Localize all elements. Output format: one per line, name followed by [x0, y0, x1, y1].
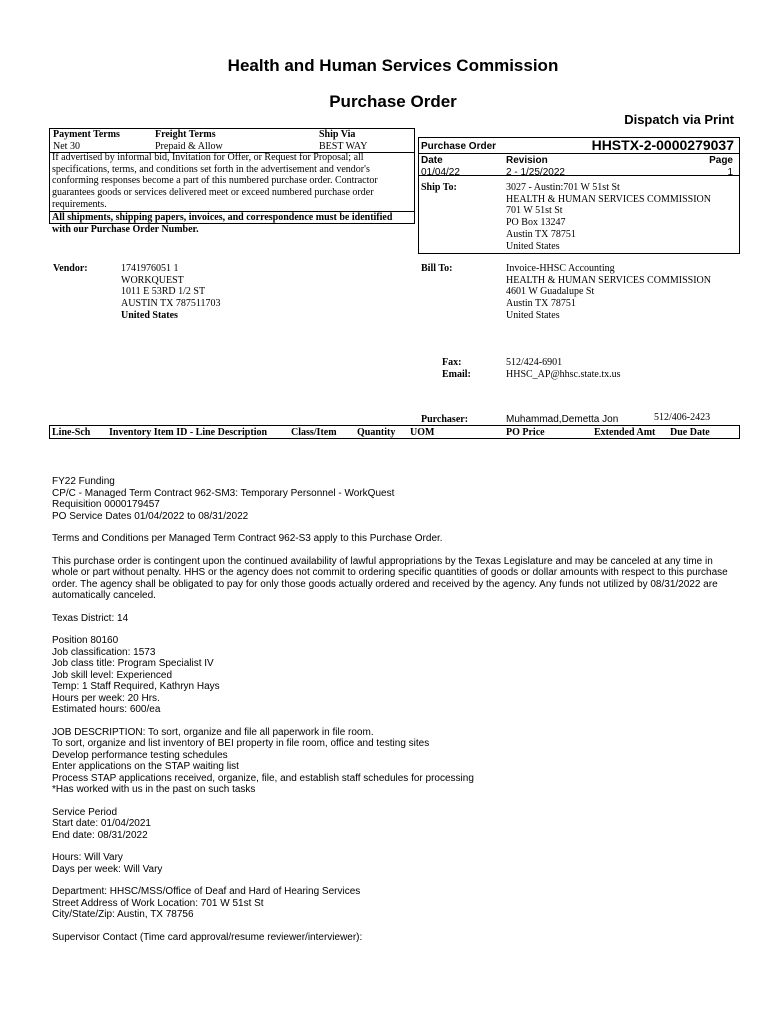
texas-district: Texas District: 14 — [52, 612, 129, 624]
hours-line: Hours: Will Vary — [52, 852, 123, 863]
service-period-line: Start date: 01/04/2021 — [52, 818, 151, 829]
date-value: 01/04/22 — [421, 167, 460, 178]
funding-line: PO Service Dates 01/04/2022 to 08/31/2022 — [52, 510, 249, 522]
purchaser-name: Muhammad,Demetta Jon — [506, 414, 619, 425]
funding-line: FY22 Funding — [52, 476, 115, 487]
service-period-line: Service Period — [52, 806, 118, 818]
page-label: Page — [709, 155, 733, 166]
position-line: Hours per week: 20 Hrs. — [52, 692, 160, 704]
department-line: City/State/Zip: Austin, TX 78756 — [52, 909, 194, 920]
purchaser-label: Purchaser: — [421, 414, 469, 425]
payment-terms-label: Payment Terms — [53, 129, 120, 140]
email-value: HHSC_AP@hhsc.state.tx.us — [506, 369, 621, 380]
ship-to-label: Ship To: — [421, 182, 457, 193]
vendor-line: United States — [121, 309, 178, 321]
col-item-description: Inventory Item ID - Line Description — [109, 427, 268, 438]
vendor-label: Vendor: — [53, 263, 88, 274]
vendor-line: AUSTIN TX 787511703 — [121, 298, 221, 310]
revision-label: Revision — [506, 155, 548, 166]
job-description-line: To sort, organize and list inventory of BEI property in file room, office and testing sites — [52, 738, 430, 749]
bill-to-line: HEALTH & HUMAN SERVICES COMMISSION — [506, 274, 711, 286]
position-line: Job skill level: Experienced — [52, 669, 173, 681]
col-extended-amt: Extended Amt — [594, 427, 656, 438]
freight-terms-label: Freight Terms — [155, 129, 216, 140]
vendor-line: WORKQUEST — [121, 274, 184, 286]
department-line: Department: HHSC/MSS/Office of Deaf and Hard of Hearing Services — [52, 886, 361, 897]
fax-value: 512/424-6901 — [506, 357, 563, 368]
dispatch-method: Dispatch via Print — [624, 112, 734, 127]
ship-to-line: HEALTH & HUMAN SERVICES COMMISSION — [506, 193, 711, 205]
ship-to-line: 3027 - Austin:701 W 51st St — [506, 182, 620, 193]
position-line: Temp: 1 Staff Required, Kathryn Hays — [52, 681, 220, 692]
hours-line: Days per week: Will Vary — [52, 863, 163, 875]
fax-label: Fax: — [442, 357, 462, 368]
vendor-line: 1011 E 53RD 1/2 ST — [121, 286, 206, 298]
col-class-item: Class/Item — [291, 427, 337, 438]
funding-line: Requisition 0000179457 — [52, 499, 160, 510]
bill-to-line: Austin TX 78751 — [506, 298, 576, 310]
email-label: Email: — [442, 369, 471, 380]
job-description-line: Enter applications on the STAP waiting list — [52, 761, 239, 772]
ship-to-line: 701 W 51st St — [506, 205, 563, 217]
ship-via-value: BEST WAY — [319, 141, 368, 152]
ship-to-line: Austin TX 78751 — [506, 228, 576, 240]
job-description-line: JOB DESCRIPTION: To sort, organize and file all paperwork in file room. — [52, 726, 374, 738]
job-description-line: Process STAP applications received, organize, file, and establish staff schedules for processing — [52, 772, 474, 784]
col-line-sch: Line-Sch — [52, 427, 91, 438]
ship-to-line: PO Box 13247 — [506, 217, 566, 229]
ship-to-address — [506, 182, 711, 252]
bill-to-label: Bill To: — [421, 263, 453, 274]
revision-value: 2 - 1/25/2022 — [506, 167, 565, 178]
purchase-order-label: Purchase Order — [421, 141, 497, 152]
bill-to-line: United States — [506, 309, 560, 321]
advertised-terms-text: If advertised by informal bid, Invitation for Offer, or Request for Proposal; all specifications, terms, and conditions set forth in the advertisement and vendor's conforming responses become a part of this numbered purchase order. Contractor guarantees goods or services delivered meet or exceed numbered purchase order requirements. — [52, 152, 378, 210]
freight-terms-value: Prepaid & Allow — [155, 141, 223, 152]
bill-to-line: Invoice-HHSC Accounting — [506, 263, 615, 274]
ship-via-label: Ship Via — [319, 129, 356, 140]
position-line: Estimated hours: 600/ea — [52, 704, 161, 715]
vendor-address — [121, 263, 220, 322]
job-description-line: *Has worked with us in the past on such tasks — [52, 784, 256, 795]
col-quantity: Quantity — [357, 427, 396, 438]
page-value: 1 — [727, 167, 733, 178]
funding-line: CP/C - Managed Term Contract 962-SM3: Temporary Personnel - WorkQuest — [52, 487, 395, 499]
bill-to-address — [506, 263, 711, 322]
job-description-line: Develop performance testing schedules — [52, 749, 228, 761]
bill-to-line: 4601 W Guadalupe St — [506, 286, 595, 298]
supervisor-contact: Supervisor Contact (Time card approval/resume reviewer/interviewer): — [52, 931, 363, 943]
shipments-notice: All shipments, shipping papers, invoices, and correspondence must be identified with our Purchase Order Number. — [52, 212, 393, 235]
line-description — [52, 476, 742, 943]
date-label: Date — [421, 155, 443, 166]
position-line: Job class title: Program Specialist IV — [52, 658, 214, 669]
col-due-date: Due Date — [670, 427, 710, 438]
col-uom: UOM — [410, 427, 435, 438]
col-po-price: PO Price — [506, 427, 545, 438]
purchaser-phone: 512/406-2423 — [654, 412, 711, 423]
service-period-line: End date: 08/31/2022 — [52, 829, 148, 841]
vendor-line: 1741976051 1 — [121, 263, 179, 274]
position-line: Job classification: 1573 — [52, 646, 156, 658]
payment-terms-value: Net 30 — [53, 141, 80, 152]
position-line: Position 80160 — [52, 635, 119, 646]
terms-conditions: Terms and Conditions per Managed Term Contract 962-S3 apply to this Purchase Order. — [52, 533, 443, 544]
contingency-clause: This purchase order is contingent upon the continued availability of lawful appropriations by the Texas Legislature and may be canceled at any time in whole or part without penalty. HHS or the agency does not commit to ordering specific quantities of goods or dollar amounts with respect to this purchase order. The agency shall be obligated to pay for only those goods actually ordered and received by the agency. Any funds not utilized by 08/31/2022 are automatically canceled. — [52, 555, 728, 601]
org-title: Health and Human Services Commission — [227, 56, 559, 75]
document-title: Purchase Order — [329, 92, 457, 111]
ship-to-line: United States — [506, 240, 560, 252]
purchase-order-number: HHSTX-2-0000279037 — [591, 137, 734, 153]
department-line: Street Address of Work Location: 701 W 51st St — [52, 897, 264, 909]
